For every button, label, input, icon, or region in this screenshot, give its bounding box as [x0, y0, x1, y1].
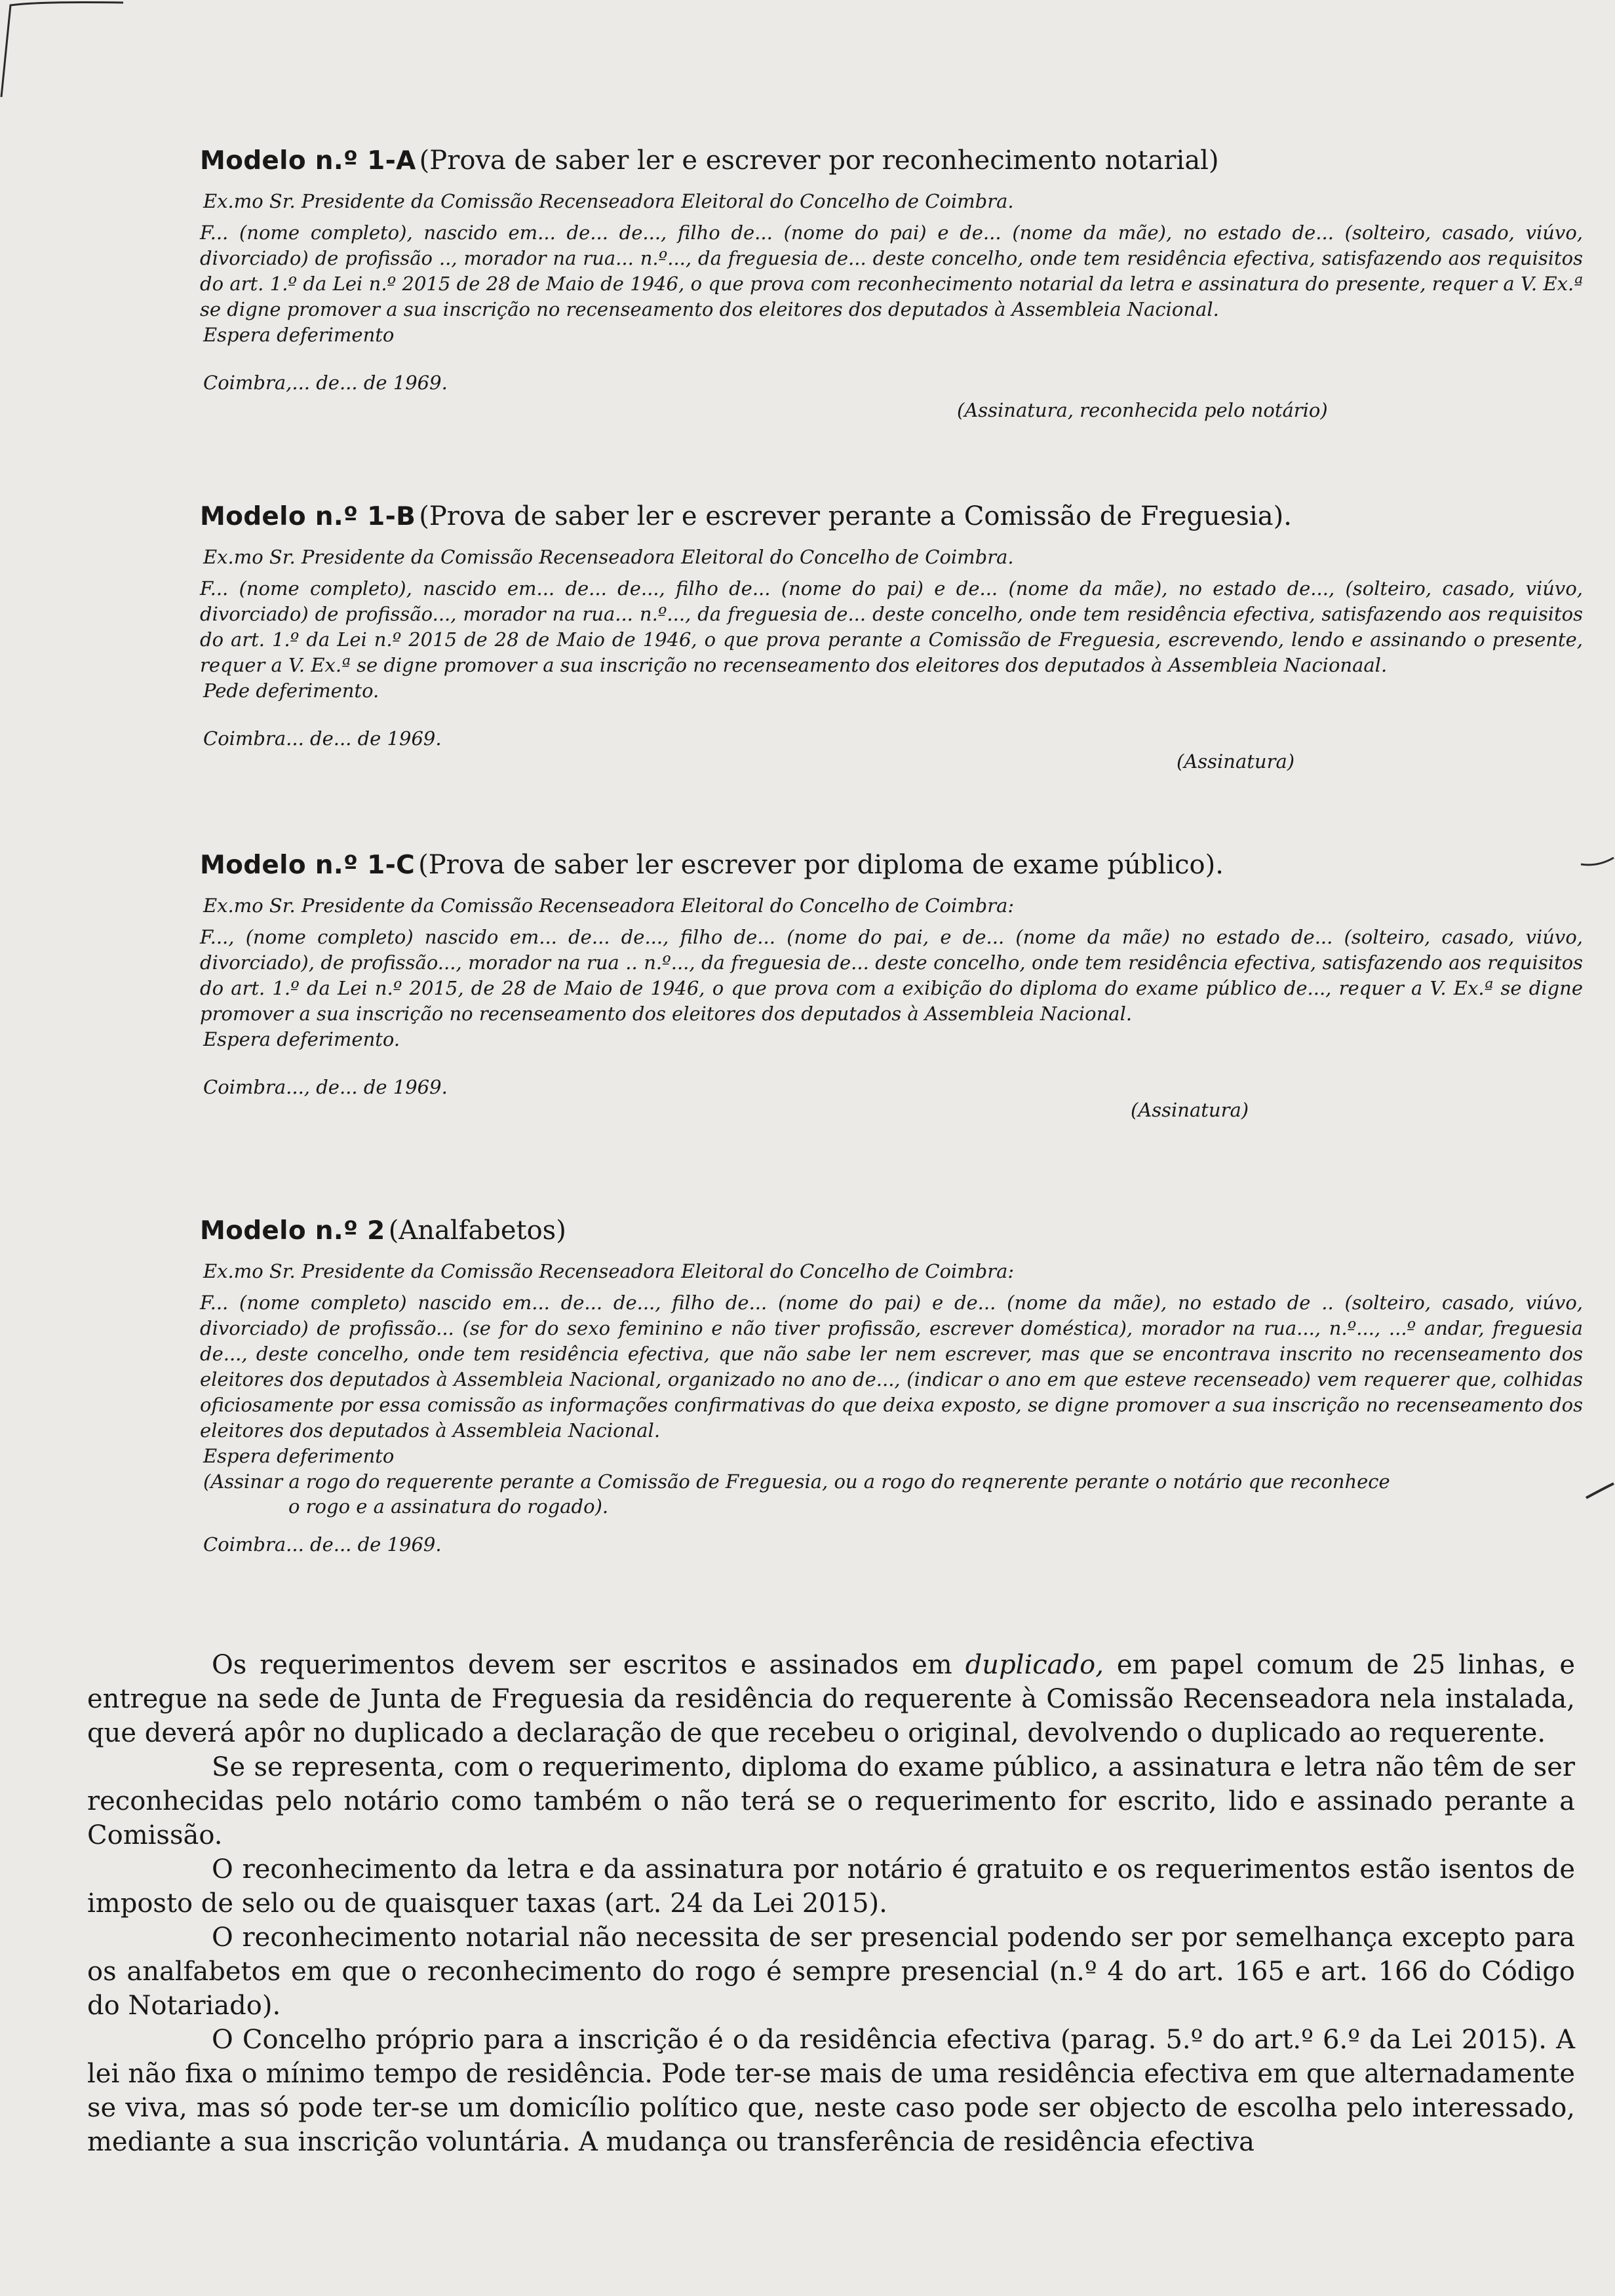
model-description: (Analfabetos): [388, 1215, 566, 1246]
date-line: Coimbra... de... de 1969.: [203, 1533, 442, 1556]
model-label: Modelo n.º 1-C: [200, 851, 416, 880]
model-description: (Prova de saber ler e escrever perante a Comissão de Freguesia).: [419, 501, 1292, 531]
addressee-line: Ex.mo Sr. Presidente da Comissão Recenseadora Eleitoral do Concelho de Coimbra.: [203, 190, 1014, 212]
request-body-text: F..., (nome completo) nascido em... de... de..., filho de... (nome do pai, e de... (nome da mãe) no estado de... (solteiro, casado, viúvo, divorciado), de profissão..., morador na rua .. n.º..., da freguesia de... deste concelho, onde tem residência efectiva, satisfazendo aos requisitos do art. 1.º da Lei n.º 2015, de 28 de Maio de 1946, o que prova com a exibição do diploma do exame público de..., requer a V. Ex.ª se digne promover a sua inscrição no recenseamento dos eleitores dos deputados à Assembleia Nacional.: [200, 926, 1583, 1025]
closing-line: Espera deferimento.: [203, 1028, 400, 1050]
explanatory-notes: [87, 1648, 1575, 2159]
model-label: Modelo n.º 1-A: [200, 146, 416, 176]
date-line: Coimbra..., de... de 1969.: [203, 1076, 448, 1098]
closing-line: Espera deferimento: [203, 324, 395, 346]
note-paragraph: O Concelho próprio para a inscrição é o da residência efectiva (parag. 5.º do art.º 6.º da Lei 2015). A lei não fixa o mínimo tempo de residência. Pode ter-se mais de uma residência efectiva em que alternadamente se viva, mas só pode ter-se um domicílio político que, neste caso pode ser objecto de escolha pelo interessado, mediante a sua inscrição voluntária. A mudança ou transferência de residência efectiva: [87, 2025, 1575, 2157]
corner-fold-mark: [0, 0, 125, 98]
addressee-line: Ex.mo Sr. Presidente da Comissão Recenseadora Eleitoral do Concelho de Coimbra.: [203, 546, 1014, 568]
edge-scan-mark: [1580, 855, 1615, 871]
rogo-line: (Assinar a rogo do requerente perante a Comissão de Freguesia, ou a rogo do reqnerente perante o notário que reconhece: [203, 1470, 1390, 1493]
request-body: [83, 220, 1583, 322]
note-text: Os requerimentos devem ser escritos e assinados em: [212, 1650, 965, 1680]
request-body: [83, 1290, 1583, 1444]
request-body-text: F... (nome completo), nascido em... de... de..., filho de... (nome do pai) e de... (nome da mãe), no estado de..., (solteiro, casado, viúvo, divorciado) de profissão..., morador na rua... n.º..., da freguesia de... deste concelho, onde tem residência efectiva, satisfazendo aos requisitos do art. 1.º da Lei n.º 2015 de 28 de Maio de 1946, o que prova perante a Comissão de Freguesia, escrevendo, lendo e assinando o presente, requer a V. Ex.ª se digne promover a sua inscrição no recenseamento dos eleitores dos deputados à Assembleia Nacionaal.: [200, 577, 1583, 676]
request-body: [83, 925, 1583, 1027]
addressee-line: Ex.mo Sr. Presidente da Comissão Recenseadora Eleitoral do Concelho de Coimbra:: [203, 1260, 1015, 1282]
note-emphasis: duplicado,: [965, 1650, 1104, 1680]
request-body-text: F... (nome completo) nascido em... de... de..., filho de... (nome do pai) e de... (nome da mãe), no estado de .. (solteiro, casado, viúvo, divorciado) de profissão... (se for do sexo feminino e não tiver profissão, escrever doméstica), morador na rua..., n.º..., ...º andar, freguesia de..., deste concelho, onde tem residência efectiva, que não sabe ler nem escrever, mas que se encontrava inscrito no recenseamento dos eleitores dos deputados à Assembleia Nacional, organizado no ano de..., (indicar o ano em que esteve recenseado) vem requerer que, colhidas oficiosamente por essa comissão as informações confirmativas do que deixa exposto, se digne promover a sua inscrição no recenseamento dos eleitores dos deputados à Assembleia Nacional.: [200, 1292, 1583, 1442]
signature-line: (Assinatura): [1131, 1099, 1249, 1121]
model-heading: [200, 145, 1583, 176]
closing-line: Espera deferimento: [203, 1445, 395, 1467]
request-body: [83, 576, 1583, 678]
model-label: Modelo n.º 2: [200, 1216, 385, 1246]
note-paragraph: Se se representa, com o requerimento, diploma do exame público, a assinatura e letra não têm de ser reconhecidas pelo notário como também o não terá se o requerimento for escrito, lido e assinado perante a Comissão.: [87, 1752, 1575, 1850]
closing-line: Pede deferimento.: [203, 679, 379, 702]
note-paragraph: O reconhecimento da letra e da assinatura por notário é gratuito e os requerimentos estão isentos de imposto de selo ou de quaisquer taxas (art. 24 da Lei 2015).: [87, 1854, 1575, 1919]
request-body-text: F... (nome completo), nascido em... de... de..., filho de... (nome do pai) e de... (nome da mãe), no estado de... (solteiro, casado, viúvo, divorciado) de profissão .., morador na rua... n.º..., da freguesia de... deste concelho, onde tem residência efectiva, satisfazendo aos requisitos do art. 1.º da Lei n.º 2015 de 28 de Maio de 1946, o que prova com reconhecimento notarial da letra e assinatura do presente, requer a V. Ex.ª se digne promover a sua inscrição no recenseamento dos eleitores dos deputados à Assembleia Nacional.: [200, 221, 1583, 320]
rogo-instruction: [203, 1469, 1583, 1519]
model-heading: [200, 850, 1583, 880]
edge-scan-mark: [1585, 1482, 1615, 1501]
model-description: (Prova de saber ler e escrever por reconhecimento notarial): [419, 145, 1219, 176]
addressee-line: Ex.mo Sr. Presidente da Comissão Recenseadora Eleitoral do Concelho de Coimbra:: [203, 894, 1015, 917]
date-line: Coimbra,... de... de 1969.: [203, 372, 448, 394]
model-1c: [200, 850, 1583, 1121]
note-paragraph: O reconhecimento notarial não necessita de ser presencial podendo ser por semelhança excepto para os analfabetos em que o reconhecimento do rogo é sempre presencial (n.º 4 do art. 165 e art. 166 do Código do Notariado).: [87, 1923, 1575, 2021]
model-1b: [200, 501, 1583, 773]
date-line: Coimbra... de... de 1969.: [203, 727, 442, 750]
note-text: em papel comum de 25 linhas, e entregue na sede de Junta de Freguesia da residência do requerente à Comissão Recenseadora nela instalada, que deverá apôr no duplicado a declaração de que recebeu o original, devolvendo o duplicado ao requerente.: [87, 1650, 1576, 1748]
note-paragraph: [87, 1648, 1575, 1750]
model-1a: [200, 145, 1583, 421]
model-label: Modelo n.º 1-B: [200, 502, 416, 531]
model-heading: [200, 1215, 1583, 1246]
signature-line: (Assinatura, reconhecida pelo notário): [957, 399, 1328, 421]
model-heading: [200, 501, 1583, 531]
model-2: [200, 1215, 1583, 1556]
signature-line: (Assinatura): [1177, 750, 1295, 773]
model-description: (Prova de saber ler escrever por diploma de exame público).: [418, 850, 1224, 880]
rogo-line: o rogo e a assinatura do rogado).: [288, 1495, 609, 1518]
